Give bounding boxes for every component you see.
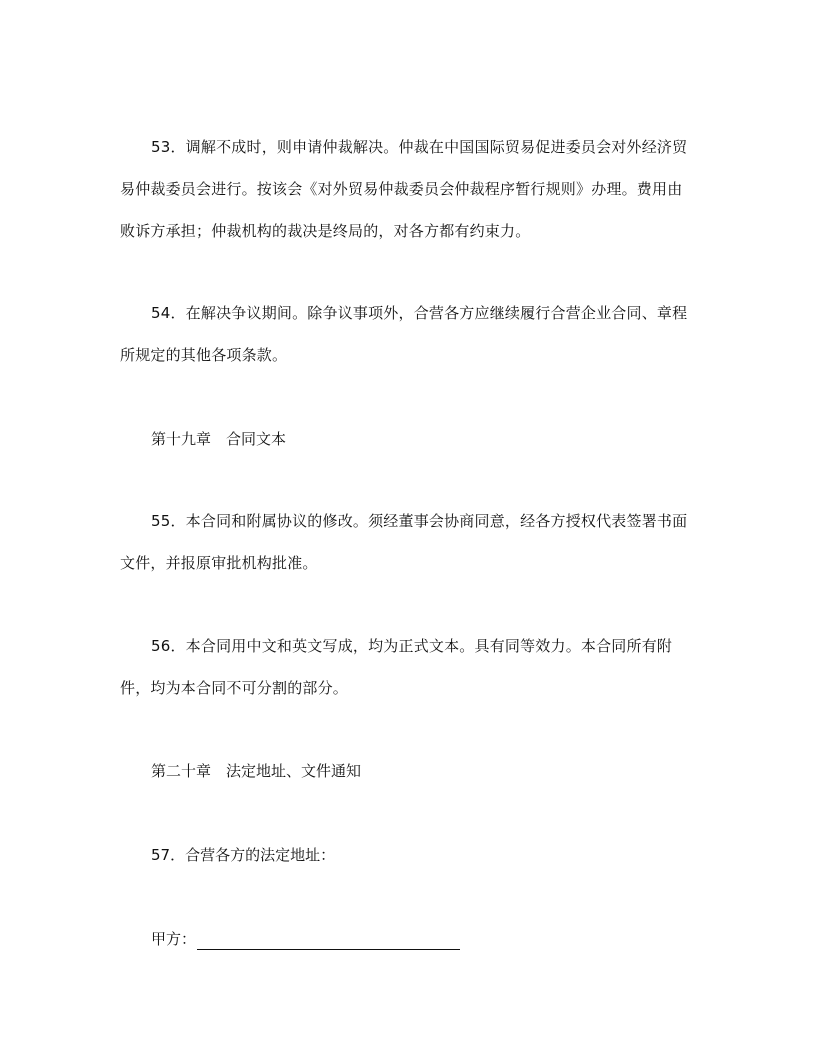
chapter-19-heading: 第十九章 合同文本 <box>151 430 287 448</box>
party-a-label: 甲方： <box>151 930 197 948</box>
clause-56-paragraph: 56．本合同用中文和英文写成，均为正式文本。具有同等效力。本合同所有附件，均为本合同不可分割的部分。 <box>120 637 673 697</box>
chapter-20-heading: 第二十章 法定地址、文件通知 <box>151 762 362 780</box>
party-a-address-blank <box>197 932 460 950</box>
clause-55-paragraph: 55．本合同和附属协议的修改。须经董事会协商同意，经各方授权代表签署书面文件，并报原审批机构批准。 <box>120 512 688 572</box>
clause-54-paragraph: 54．在解决争议期间。除争议事项外，合营各方应继续履行合营企业合同、章程所规定的其他各项条款。 <box>120 304 688 364</box>
clause-53-paragraph: 53．调解不成时，则申请仲裁解决。仲裁在中国国际贸易促进委员会对外经济贸易仲裁委员会进行。按该会《对外贸易仲裁委员会仲裁程序暂行规则》办理。费用由败诉方承担；仲裁机构的裁决是终局的，对各方都有约束力。 <box>120 138 688 240</box>
party-a-address-line <box>151 928 460 950</box>
clause-57-paragraph: 57．合营各方的法定地址： <box>151 846 336 864</box>
